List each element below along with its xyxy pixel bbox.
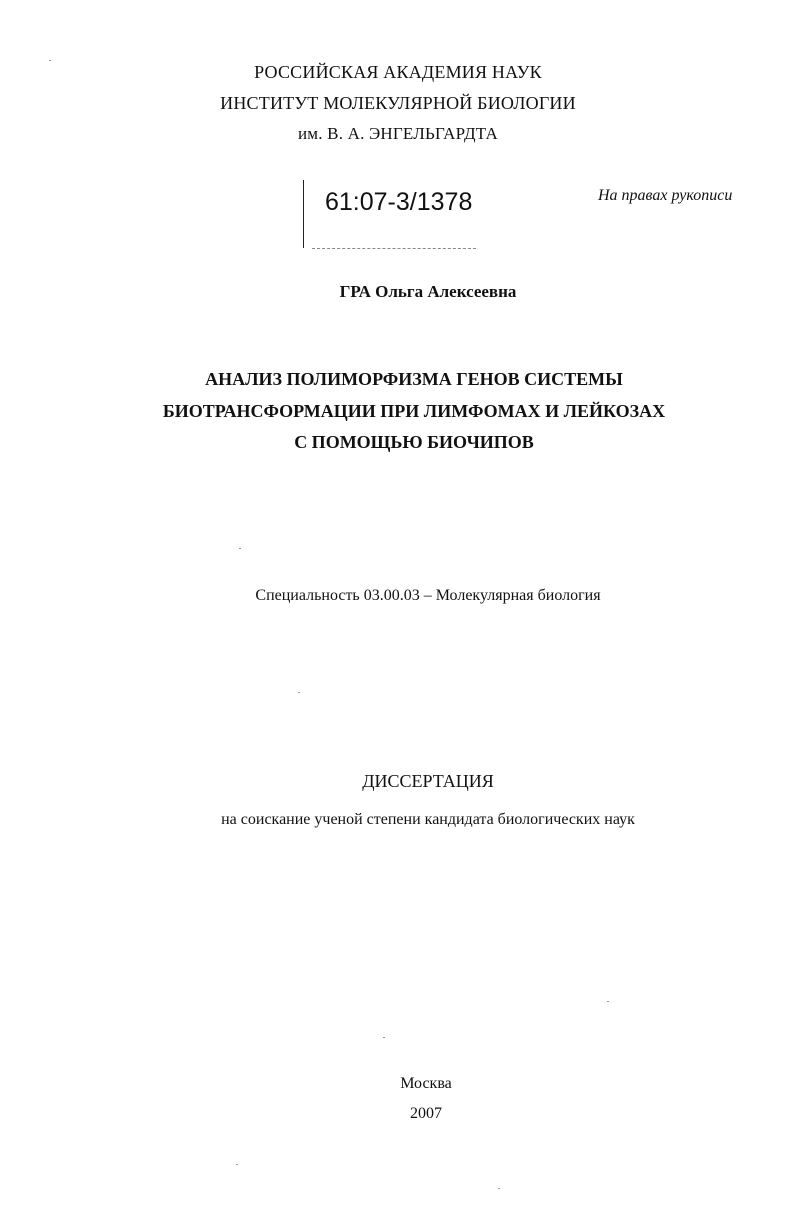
scan-speck [239,548,241,549]
scan-speck [298,692,300,693]
stamp-underline [312,248,476,249]
rights-note: На правах рукописи [598,187,733,204]
year: 2007 [410,1105,442,1122]
document-type: ДИССЕРТАЦИЯ [362,771,494,791]
institute-named-after: им. В. А. ЭНГЕЛЬГАРДТА [298,124,498,143]
author-name: ГРА Ольга Алексеевна [339,282,517,301]
degree-statement: на соискание ученой степени кандидата биологических наук [221,811,635,828]
scan-speck [498,1188,500,1189]
scan-speck [607,1001,609,1002]
title-line-2: БИОТРАНСФОРМАЦИИ ПРИ ЛИМФОМАХ И ЛЕЙКОЗАХ [162,401,666,421]
academy-name: РОССИЙСКАЯ АКАДЕМИЯ НАУК [254,62,542,82]
scan-speck [236,1164,238,1165]
city: Москва [400,1075,452,1092]
stamp-code: 61:07-3/1378 [325,188,473,216]
speciality: Специальность 03.00.03 – Молекулярная биология [255,587,601,604]
title-line-1: АНАЛИЗ ПОЛИМОРФИЗМА ГЕНОВ СИСТЕМЫ [205,369,623,389]
scan-speck [383,1037,385,1038]
scan-speck [49,60,51,61]
stamp-border [303,180,304,248]
title-line-3: С ПОМОЩЬЮ БИОЧИПОВ [294,432,534,452]
institute-name: ИНСТИТУТ МОЛЕКУЛЯРНОЙ БИОЛОГИИ [220,93,576,113]
